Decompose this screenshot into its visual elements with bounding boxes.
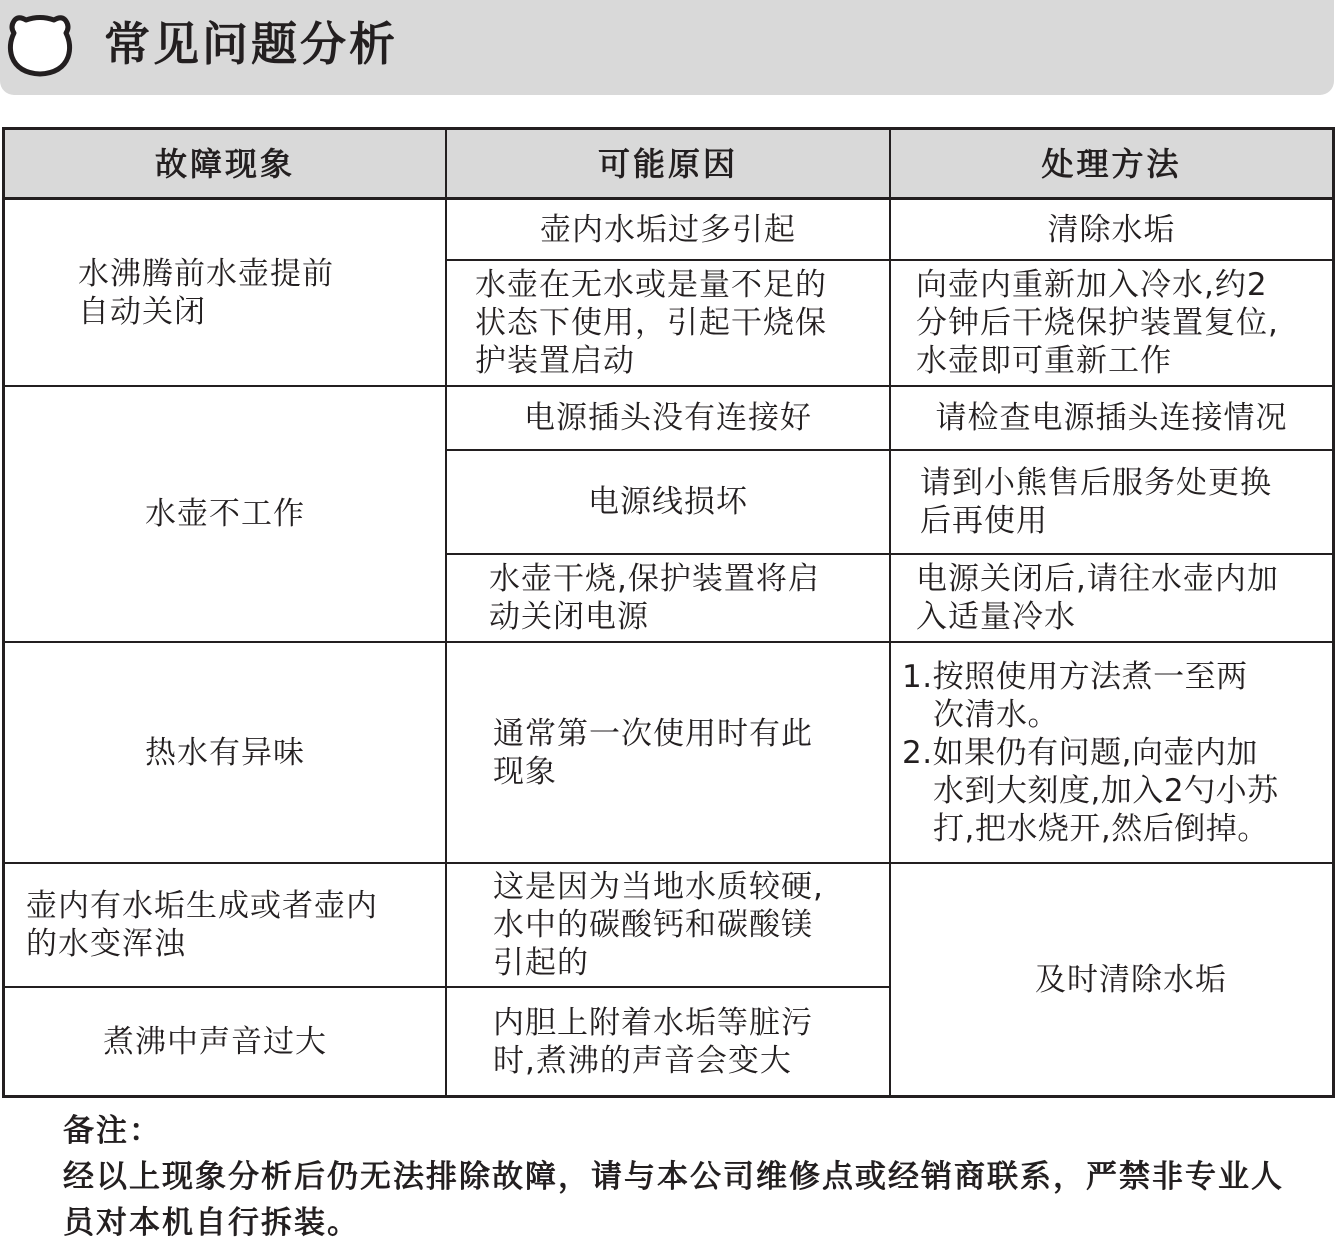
symptom-cell: 热水有异味	[145, 734, 305, 771]
solution-cell: 及时清除水垢	[1035, 961, 1227, 998]
column-header-symptom: 故障现象	[154, 144, 295, 183]
notes-body: 经以上现象分析后仍无法排除故障，请与本公司维修点或经销商联系，严禁非专业人员对本机自行拆装。	[63, 1159, 1284, 1241]
cause-cell: 水壶在无水或是量不足的 状态下使用，引起干烧保 护装置启动	[475, 267, 827, 379]
solution-cell: 请检查电源插头连接情况	[935, 400, 1288, 436]
cause-cell: 内胆上附着水垢等脏污 时,煮沸的声音会变大	[493, 1004, 813, 1079]
notes-title: 备注：	[63, 1113, 162, 1149]
cause-cell: 通常第一次使用时有此 现象	[493, 715, 813, 790]
section-header	[0, 0, 1334, 95]
symptom-cell: 水壶不工作	[145, 496, 305, 532]
solution-cell: 请到小熊售后服务处更换 后再使用	[920, 465, 1272, 539]
solution-cell: 1.按照使用方法煮一至两 次清水。 2.如果仍有问题,向壶内加 水到大刻度,加入2勺小苏 打,把水烧开,然后倒掉。	[902, 658, 1279, 847]
solution-cell: 清除水垢	[1047, 211, 1176, 248]
column-header-solution: 处理方法	[1041, 144, 1182, 183]
cause-cell: 电源线损坏	[588, 484, 748, 520]
solution-cell: 电源关闭后,请往水壶内加 入适量冷水	[916, 561, 1279, 635]
cause-cell: 电源插头没有连接好	[524, 400, 812, 436]
column-header-cause: 可能原因	[597, 144, 738, 183]
bear-icon	[4, 7, 76, 79]
symptom-cell: 水沸腾前水壶提前 自动关闭	[78, 255, 334, 330]
cause-cell: 壶内水垢过多引起	[540, 211, 796, 248]
solution-cell: 向壶内重新加入冷水,约2 分钟后干烧保护装置复位, 水壶即可重新工作	[916, 267, 1279, 379]
troubleshooting-table	[2, 127, 1334, 1097]
symptom-cell: 壶内有水垢生成或者壶内 的水变浑浊	[26, 888, 378, 962]
cause-cell: 这是因为当地水质较硬, 水中的碳酸钙和碳酸镁 引起的	[493, 869, 824, 981]
page-title: 常见问题分析	[104, 17, 398, 71]
cause-cell: 水壶干烧,保护装置将启 动关闭电源	[489, 561, 820, 635]
symptom-cell: 煮沸中声音过大	[103, 1023, 327, 1060]
notes	[63, 1108, 1313, 1246]
